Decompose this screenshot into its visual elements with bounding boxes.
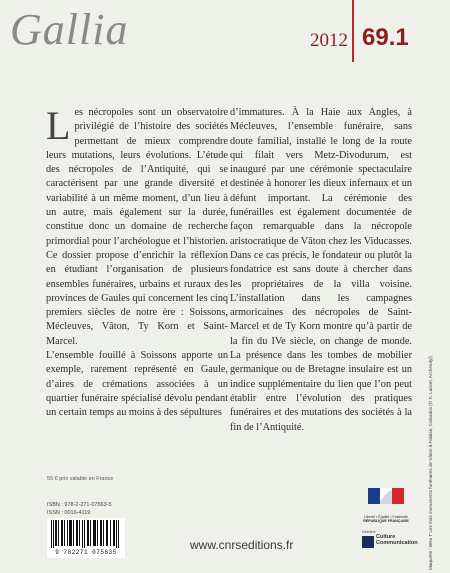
price-label: 55 € prix valable en France <box>47 476 114 482</box>
rf-motto: Liberté • Égalité • Fraternité <box>364 515 408 519</box>
soissons-paragraph: L’ensemble fouillé à Soissons apporte un exemple, rarement représenté en Gaule, d’aires de crémations associées à un quartier funéraire spécialisé dévolu pendant un certain temps au moins à des sépultures <box>46 350 228 419</box>
ministere-label: Ministère <box>362 530 376 534</box>
isbn-block <box>47 501 112 517</box>
issue-number: 69.1 <box>362 24 409 51</box>
drop-cap: L <box>46 103 71 148</box>
text-column-right <box>230 106 412 435</box>
publication-year: 2012 <box>310 30 348 51</box>
text-column-left <box>46 103 228 421</box>
continuation-paragraph: d’immatures. À la Haie aux Angles, à Mécleuves, l’ensemble funéraire, sans doute familial, installé le long de la route qui filait vers Metz-Divodurum, est inauguré par une cérémonie spectaculaire destinée à honorer les dieux infernaux et un défunt important. La cérémonie des funérailles est également documentée de façon remarquable dans la nécropole aristocratique de Vâton chez les Viducasses. Dans ce cas précis, le fondateur ou plutôt la fondatrice est sans doute à chercher dans les propriétaires de la villa voisine. L’installation dans les campagnes armoricaines des nécropoles de Saint-Marcel et de Ty Korn montre qu’à partir de la fin du IVe siècle, on change de monde. La présence dans les tombes de mobilier germanique ou de Bretagne insulaire est un indice supplémentaire du lien que l’on peut établir entre l’évolution des pratiques funéraires et des mutations des sociétés à la fin de l’Antiquité. <box>230 107 412 433</box>
intro-paragraph: Les nécropoles sont un observatoire privilégié de l’histoire des sociétés permettant de mieux comprendre leurs mutations, leurs évolutions. L’étude des nécropoles de l’Antiquité, qui se caractérisent par une grande diversité et variabilité à un même moment, d’un lieu à un autre, mais également sur la durée, constitue donc un domaine de recherche primordial pour l’archéologue et l’historien. Ce dossier propose d’enrichir la réflexion en étudiant l’organisation de plusieurs ensembles funéraires, urbains et ruraux des provinces de Gaules qui concernent les cinq premiers siècles de notre ère : Soissons, Mécleuves, Vâton, Ty Korn et Saint-Marcel. <box>46 103 228 347</box>
barcode <box>47 518 125 558</box>
republique-francaise-logo <box>362 486 410 526</box>
marianne-icon <box>362 486 410 510</box>
isbn-number: ISBN : 978-2-271-07563-5 <box>47 502 112 508</box>
ministere-icon <box>362 536 374 548</box>
culture-label: Culture Communication <box>376 534 418 546</box>
issn-number: ISSN : 0016-4119 <box>47 510 91 516</box>
journal-title: Gallia <box>10 5 129 54</box>
publisher-website[interactable]: www.cnrseditions.fr <box>190 538 294 552</box>
masthead-divider <box>352 0 354 62</box>
barcode-bars <box>49 520 123 548</box>
image-credit: Maquette : Bleu T Les trois monuments funéraires de Vâton à Falaise, Calvados (© S. Lasset, Archeodyl) <box>428 356 433 570</box>
ministere-culture-logo <box>362 530 418 552</box>
rf-name: RÉPUBLIQUE FRANÇAISE <box>363 519 409 523</box>
barcode-digits: 9 782271 075635 <box>55 549 117 556</box>
